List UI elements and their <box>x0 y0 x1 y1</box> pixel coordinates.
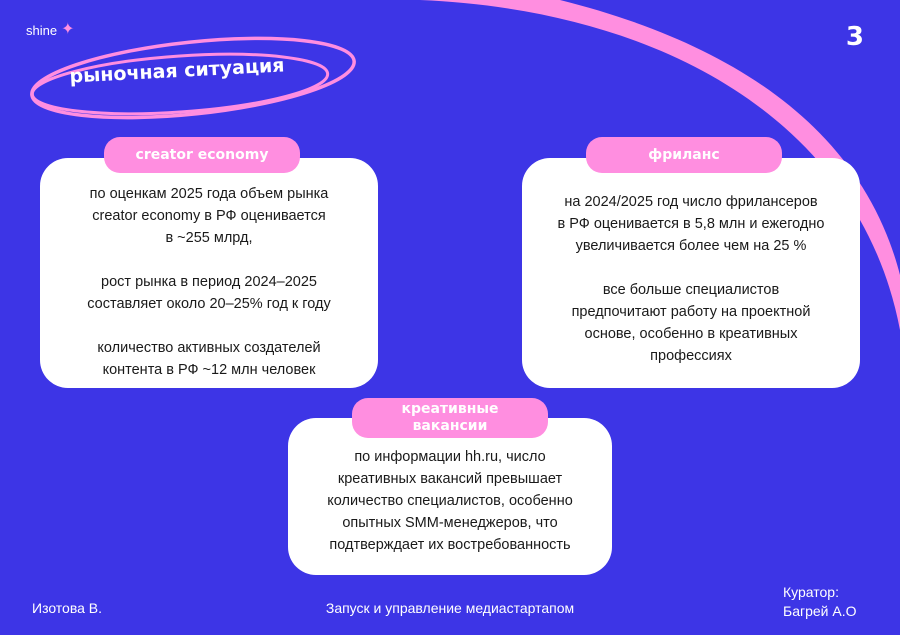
course-name: Запуск и управление медиастартапом <box>325 600 575 616</box>
sparkle-icon: ✦ <box>61 21 75 38</box>
card-text-line: креативных вакансий превышает <box>337 471 563 487</box>
card-text-line: по информации hh.ru, число <box>354 449 546 465</box>
card-text-line: рост рынка в период 2024–2025 <box>101 274 317 290</box>
card-text-line: опытных SMM-менеджеров, что <box>342 515 558 531</box>
card-text-line: основе, особенно в креативных <box>584 326 798 342</box>
card-text-line: в РФ оценивается в 5,8 млн и ежегодно <box>557 216 825 232</box>
card-text-line: количество специалистов, особенно <box>327 493 573 509</box>
card-text-line: все больше специалистов <box>602 282 780 298</box>
card-text-line: creator economy в РФ оценивается <box>92 208 326 224</box>
card-text-line: составляет около 20–25% год к году <box>87 296 331 312</box>
slide-title: рыночная ситуация <box>68 54 286 88</box>
freelance-label: фриланс <box>586 137 782 173</box>
curator-block <box>783 583 856 621</box>
curator-name: Багрей А.О <box>783 603 857 619</box>
creative-vacancies-label <box>352 398 548 438</box>
page-number: 3 <box>845 22 864 52</box>
card-text-line: в ~255 млрд, <box>165 230 253 246</box>
card-text-line: профессиях <box>650 348 732 364</box>
creative-vacancies-card <box>288 418 612 575</box>
label-line: креативные <box>401 401 499 417</box>
freelance-card <box>522 158 860 388</box>
card-text-line: подтверждает их востребованность <box>329 537 571 553</box>
card-text-line: предпочитают работу на проектной <box>571 304 811 320</box>
brand-text: shine <box>26 22 58 38</box>
creator-economy-card <box>40 158 378 388</box>
label-line: вакансии <box>412 418 488 434</box>
brand-logo <box>26 22 74 38</box>
card-text-line: по оценкам 2025 года объем рынка <box>89 186 329 202</box>
card-text-line: количество активных создателей <box>97 340 321 356</box>
creator-economy-label: creator economy <box>104 137 300 173</box>
card-text-line: контента в РФ ~12 млн человек <box>102 362 316 378</box>
card-text-line: на 2024/2025 год число фрилансеров <box>564 194 818 210</box>
author-name: Изотова В. <box>32 600 103 616</box>
curator-label: Куратор: <box>783 584 839 600</box>
card-text-line: увеличивается более чем на 25 % <box>575 238 807 254</box>
